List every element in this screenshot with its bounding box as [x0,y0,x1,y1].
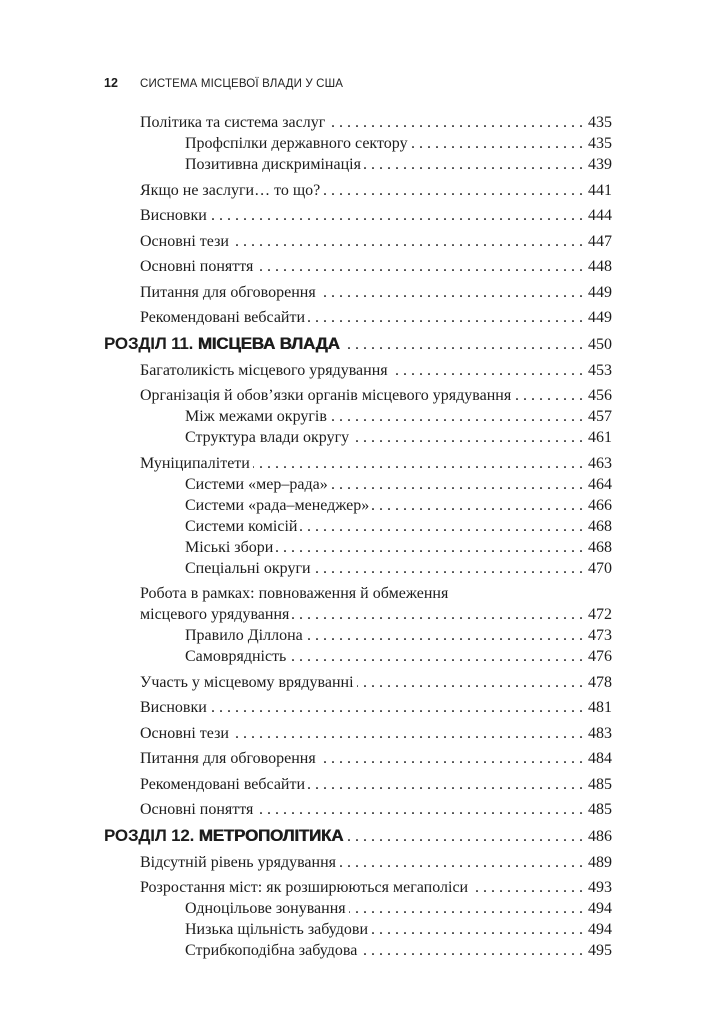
dot-leader [328,112,583,133]
toc-entry-label: Основні тези [140,232,229,250]
dot-leader [319,282,583,303]
page-number: 441 [588,181,612,199]
toc-entry-sub [104,537,612,558]
chapter-number: РОЗДІЛ 12. [104,826,195,845]
page-number: 449 [588,283,612,301]
page-number: 447 [588,232,612,250]
toc-entry-sub [104,898,612,919]
chapter-number: РОЗДІЛ 11. [104,334,194,353]
toc-entry [104,774,612,795]
page-number: 461 [588,429,612,446]
dot-leader [210,697,583,718]
toc-entry [104,852,612,873]
toc-entry-sub [104,625,612,646]
page-number: 466 [588,496,612,514]
page-number: 485 [588,801,612,818]
toc-entry [104,583,612,604]
toc-entry-label: Самоврядність [185,648,287,665]
toc-entry [104,256,612,277]
toc-section [104,112,612,328]
toc-entry-label: Основні поняття [140,258,254,275]
toc [104,112,612,961]
page-number: 449 [588,309,612,326]
dot-leader [372,495,583,516]
toc-entry-sub [104,646,612,667]
page-number: 484 [588,750,612,767]
dot-leader [232,723,583,744]
toc-entry-label: Спеціальні округи [185,559,311,577]
page-number: 485 [588,775,612,793]
dot-leader [276,537,583,558]
page-number: 456 [588,387,612,404]
toc-entry-sub [104,427,612,448]
toc-entry-label: Позитивна дискримінація [185,156,361,173]
running-head [104,76,612,91]
toc-entry-label: Системи комісій [185,517,298,535]
dot-leader [352,427,583,448]
dot-leader [306,625,583,646]
page-number: 435 [588,135,612,152]
running-title: СИСТЕМА МІСЦЕВОЇ ВЛАДИ У США [140,78,344,90]
dot-leader [391,360,583,381]
dot-leader [471,877,583,898]
toc-entry-label: Стрибкоподібна забудова [185,942,358,959]
toc-entry-sub [104,940,612,961]
toc-entry [104,112,612,133]
toc-entry [104,697,612,718]
page-number: 481 [588,699,612,716]
toc-entry [104,180,612,201]
toc-entry-label: Політика та система заслуг [140,114,326,131]
toc-entry-label: Організація й обов’язки органів місцевого урядування [140,387,512,404]
page-number: 495 [588,942,612,959]
toc-entry-sub [104,154,612,175]
page-number: 453 [588,361,612,379]
toc-entry-label: Правило Діллона [185,627,303,644]
page-number: 494 [588,921,612,938]
dot-leader [346,826,583,847]
toc-entry [104,748,612,769]
toc-entry-label: Основні тези [140,724,229,742]
page-number: 473 [588,627,612,644]
page-number: 489 [588,853,612,871]
page-number: 450 [588,336,612,353]
toc-entry-label: Одноцільове зонування [185,900,346,917]
dot-leader [371,919,583,940]
page-number: 448 [588,258,612,275]
toc-entry [104,604,612,625]
toc-entry-label: Розростання міст: як розширюються мегаполіси [140,879,469,896]
toc-entry-label: Між межами округів [185,408,327,425]
page-number: 470 [588,559,612,577]
toc-entry [104,385,612,406]
toc-chapter-heading [104,333,612,355]
dot-leader [514,385,583,406]
page-number: 486 [588,828,612,845]
toc-entry [104,799,612,820]
folio-page-number: 12 [104,76,118,90]
dot-leader [314,558,583,579]
toc-entry-label: Низька щільність забудови [185,921,369,938]
toc-entry-sub [104,406,612,427]
toc-entry-sub [104,919,612,940]
dot-leader [330,406,583,427]
toc-section [104,825,612,961]
page-number: 493 [588,879,612,896]
toc-entry-label: Участь у місцевому врядуванні [140,673,354,691]
toc-entry-label: Системи «рада–менеджер» [185,496,370,514]
page-number: 463 [588,454,612,472]
toc-entry-label: Профспілки державного сектору [185,135,408,152]
dot-leader [411,133,583,154]
dot-leader [232,231,583,252]
toc-entry [104,307,612,328]
dot-leader [289,646,583,667]
toc-entry-label: Висновки [140,207,207,224]
page-number: 457 [588,408,612,425]
dot-leader [331,474,583,495]
toc-entry-label: Муніципалітети [140,454,250,472]
page-number: 468 [588,517,612,535]
toc-entry-label: місцевого урядування [140,606,290,623]
dot-leader [357,672,583,693]
chapter-title: МЕТРОПОЛІТИКА [198,826,344,845]
toc-entry-label: Висновки [140,699,207,716]
toc-entry-label: Системи «мер–рада» [185,475,328,493]
toc-entry-sub [104,558,612,579]
dot-leader [349,898,583,919]
dot-leader [256,799,583,820]
page-number: 478 [588,673,612,691]
dot-leader [253,453,583,474]
page-number: 483 [588,724,612,742]
dot-leader [300,516,583,537]
toc-entry [104,231,612,252]
toc-entry [104,453,612,474]
dot-leader [292,604,583,625]
chapter-label [104,825,343,846]
dot-leader [210,205,583,226]
dot-leader [308,774,583,795]
dot-leader [339,852,583,873]
toc-entry [104,723,612,744]
toc-entry-label: Рекомендовані вебсайти [140,309,306,326]
page-number: 464 [588,475,612,493]
page-number: 494 [588,900,612,917]
dot-leader [343,334,583,355]
dot-leader [308,307,583,328]
toc-entry [104,282,612,303]
toc-entry-sub [104,495,612,516]
dot-leader [360,940,583,961]
dot-leader [319,748,583,769]
toc-entry-label: Структура влади округу [185,429,350,446]
toc-entry-sub [104,516,612,537]
toc-entry [104,672,612,693]
toc-entry [104,205,612,226]
toc-chapter-heading [104,825,612,847]
toc-entry-sub [104,474,612,495]
page-number: 476 [588,648,612,665]
toc-entry-label: Питання для обговорення [140,750,316,767]
dot-leader [323,180,583,201]
chapter-title: МІСЦЕВА ВЛАДА [197,334,340,353]
chapter-label [104,333,340,354]
toc-entry-label: Питання для обговорення [140,283,316,301]
toc-section [104,333,612,820]
toc-entry-label: Якщо не заслуги… то що? [140,181,321,199]
toc-entry-label: Багатоликість місцевого урядування [140,361,388,379]
toc-entry-label: Робота в рамках: повноваження й обмеження [140,585,449,602]
toc-entry-sub [104,133,612,154]
toc-entry [104,877,612,898]
toc-entry-label: Основні поняття [140,801,254,818]
page-number: 444 [588,207,612,224]
toc-entry [104,360,612,381]
dot-leader [256,256,583,277]
page-number: 472 [588,606,612,623]
page-number: 439 [588,156,612,173]
toc-entry-label: Міські збори [185,538,274,556]
page-number: 435 [588,114,612,131]
page-number: 468 [588,538,612,556]
toc-entry-label: Рекомендовані вебсайти [140,775,306,793]
dot-leader [364,154,583,175]
toc-entry-label: Відсутній рівень урядування [140,853,337,871]
